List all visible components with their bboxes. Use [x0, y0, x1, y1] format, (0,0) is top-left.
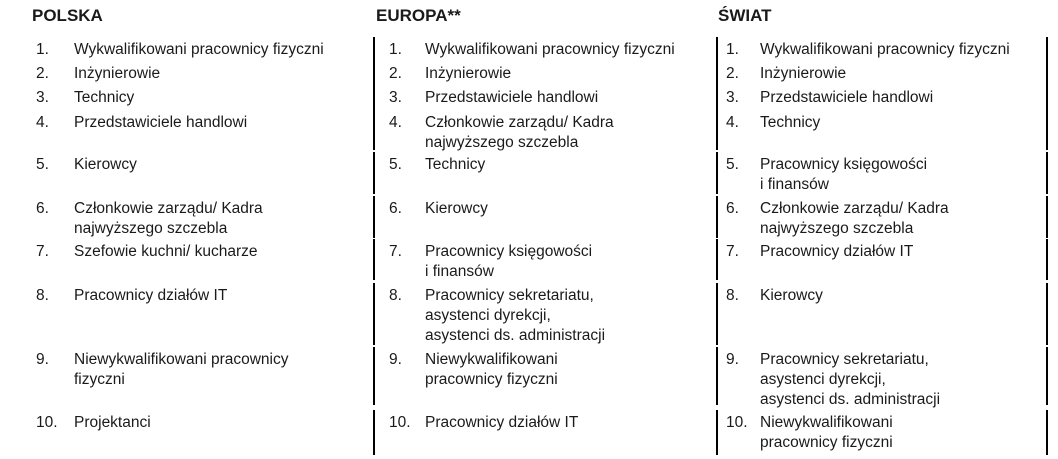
- column-header: ŚWIAT: [718, 6, 772, 25]
- item-number: 2.: [726, 65, 739, 82]
- item-number: 1.: [389, 41, 402, 58]
- item-number: 6.: [36, 200, 49, 217]
- item-text-line: najwyższego szczebla: [760, 220, 914, 237]
- item-text: [74, 40, 374, 60]
- item-text-line: Członkowie zarządu/ Kadra: [760, 200, 949, 217]
- item-text-line: Inżynierowie: [760, 65, 847, 82]
- column-divider: [373, 239, 375, 280]
- column-divider: [373, 110, 375, 150]
- item-text: [74, 242, 374, 262]
- item-text-line: Inżynierowie: [425, 65, 512, 82]
- item-number: 8.: [36, 287, 49, 304]
- column-divider: [1046, 196, 1048, 238]
- column-divider: [373, 37, 375, 62]
- item-number: 7.: [389, 243, 402, 260]
- item-text-line: Inżynierowie: [74, 65, 161, 82]
- item-number: 3.: [389, 89, 402, 106]
- item-number: 7.: [36, 243, 49, 260]
- item-number: 7.: [726, 243, 739, 260]
- item-text: [74, 64, 374, 84]
- item-text-line: Pracownicy sekretariatu,: [760, 351, 929, 368]
- column-divider: [1046, 61, 1048, 86]
- item-number: 2.: [36, 65, 49, 82]
- column-header: EUROPA**: [376, 6, 461, 25]
- item-text: [74, 199, 374, 239]
- item-text: [760, 40, 1056, 60]
- column-divider: [716, 85, 718, 110]
- item-text-line: Kierowcy: [74, 156, 137, 173]
- item-text-line: Pracownicy sekretariatu,: [425, 287, 594, 304]
- column-divider: [373, 410, 375, 455]
- column-divider: [373, 152, 375, 194]
- item-number: 10.: [726, 414, 748, 431]
- item-text-line: najwyższego szczebla: [74, 220, 228, 237]
- column-divider: [373, 283, 375, 345]
- item-text: [74, 155, 374, 175]
- item-text-line: Przedstawiciele handlowi: [760, 89, 934, 106]
- item-text-line: asystenci ds. administracji: [425, 327, 606, 344]
- item-number: 5.: [726, 156, 739, 173]
- item-text-line: Niewykwalifikowani: [760, 414, 893, 431]
- item-text-line: Przedstawiciele handlowi: [425, 89, 599, 106]
- item-text: [425, 64, 725, 84]
- item-text-line: Pracownicy księgowości: [760, 156, 928, 173]
- item-text-line: Pracownicy działów IT: [425, 414, 579, 431]
- item-text-line: Pracownicy działów IT: [760, 243, 914, 260]
- column-divider: [716, 239, 718, 280]
- column-divider: [716, 110, 718, 150]
- item-text-line: Technicy: [74, 89, 135, 106]
- item-number: 5.: [36, 156, 49, 173]
- item-number: 8.: [726, 287, 739, 304]
- column-divider: [716, 37, 718, 62]
- item-text-line: Pracownicy działów IT: [74, 287, 228, 304]
- item-number: 9.: [36, 351, 49, 368]
- column-divider: [373, 61, 375, 86]
- item-number: 1.: [726, 41, 739, 58]
- column-divider: [716, 347, 718, 405]
- item-text-line: Przedstawiciele handlowi: [74, 114, 248, 131]
- item-text-line: asystenci ds. administracji: [760, 391, 941, 408]
- column-divider: [1046, 110, 1048, 150]
- item-text: [74, 413, 374, 433]
- column-divider: [716, 152, 718, 194]
- item-number: 4.: [36, 114, 49, 131]
- item-text-line: asystenci dyrekcji,: [760, 371, 886, 388]
- item-text: [74, 350, 374, 390]
- item-text-line: pracownicy fizyczni: [425, 371, 558, 388]
- item-text: [760, 88, 1056, 108]
- item-text-line: Technicy: [760, 114, 821, 131]
- item-text-line: i finansów: [425, 263, 494, 280]
- item-text-line: fizyczni: [74, 371, 125, 388]
- item-text-line: Szefowie kuchni/ kucharze: [74, 243, 258, 260]
- column-divider: [1046, 85, 1048, 110]
- column-divider: [716, 196, 718, 238]
- column-divider: [373, 347, 375, 405]
- item-number: 10.: [389, 414, 411, 431]
- item-text-line: Wykwalifikowani pracownicy fizyczni: [425, 41, 675, 58]
- column-divider: [1046, 347, 1048, 405]
- item-text: [760, 242, 1056, 262]
- column-header: POLSKA: [32, 6, 103, 25]
- item-text-line: Pracownicy księgowości: [425, 243, 593, 260]
- item-text-line: Wykwalifikowani pracownicy fizyczni: [760, 41, 1010, 58]
- item-text-line: pracownicy fizyczni: [760, 434, 893, 451]
- item-number: 5.: [389, 156, 402, 173]
- item-number: 8.: [389, 287, 402, 304]
- column-divider: [716, 61, 718, 86]
- item-text: [425, 350, 725, 390]
- item-text-line: Projektanci: [74, 414, 151, 431]
- item-text-line: i finansów: [760, 176, 829, 193]
- item-number: 3.: [726, 89, 739, 106]
- item-text-line: Technicy: [425, 156, 486, 173]
- item-text: [760, 286, 1056, 306]
- item-text: [74, 113, 374, 133]
- item-text-line: Kierowcy: [760, 287, 823, 304]
- item-text: [425, 88, 725, 108]
- item-text: [760, 350, 1056, 410]
- item-text-line: Wykwalifikowani pracownicy fizyczni: [74, 41, 324, 58]
- item-text: [760, 413, 1056, 453]
- column-divider: [716, 283, 718, 345]
- item-text-line: najwyższego szczebla: [425, 134, 579, 151]
- item-number: 10.: [36, 414, 58, 431]
- column-divider: [373, 196, 375, 238]
- item-text-line: Niewykwalifikowani: [425, 351, 558, 368]
- column-divider: [1046, 37, 1048, 62]
- item-text: [760, 64, 1056, 84]
- column-divider: [716, 410, 718, 455]
- item-number: 6.: [389, 200, 402, 217]
- item-number: 2.: [389, 65, 402, 82]
- item-text: [425, 242, 725, 282]
- item-number: 3.: [36, 89, 49, 106]
- item-text-line: Członkowie zarządu/ Kadra: [425, 114, 614, 131]
- item-number: 6.: [726, 200, 739, 217]
- item-text-line: Kierowcy: [425, 200, 488, 217]
- item-text: [74, 286, 374, 306]
- column-divider: [1046, 152, 1048, 194]
- item-text-line: asystenci dyrekcji,: [425, 307, 551, 324]
- item-number: 4.: [389, 114, 402, 131]
- item-text: [760, 199, 1056, 239]
- item-text: [760, 113, 1056, 133]
- item-text: [760, 155, 1056, 195]
- item-text-line: Członkowie zarządu/ Kadra: [74, 200, 263, 217]
- item-text: [425, 286, 725, 346]
- column-divider: [373, 85, 375, 110]
- item-number: 1.: [36, 41, 49, 58]
- item-text: [425, 155, 725, 175]
- column-divider: [1046, 410, 1048, 455]
- item-number: 9.: [726, 351, 739, 368]
- item-text-line: Niewykwalifikowani pracownicy: [74, 351, 289, 368]
- item-number: 9.: [389, 351, 402, 368]
- item-text: [425, 413, 725, 433]
- item-number: 4.: [726, 114, 739, 131]
- item-text: [425, 199, 725, 219]
- item-text: [74, 88, 374, 108]
- item-text: [425, 113, 725, 153]
- item-text: [425, 40, 725, 60]
- column-divider: [1046, 283, 1048, 345]
- column-divider: [1046, 239, 1048, 280]
